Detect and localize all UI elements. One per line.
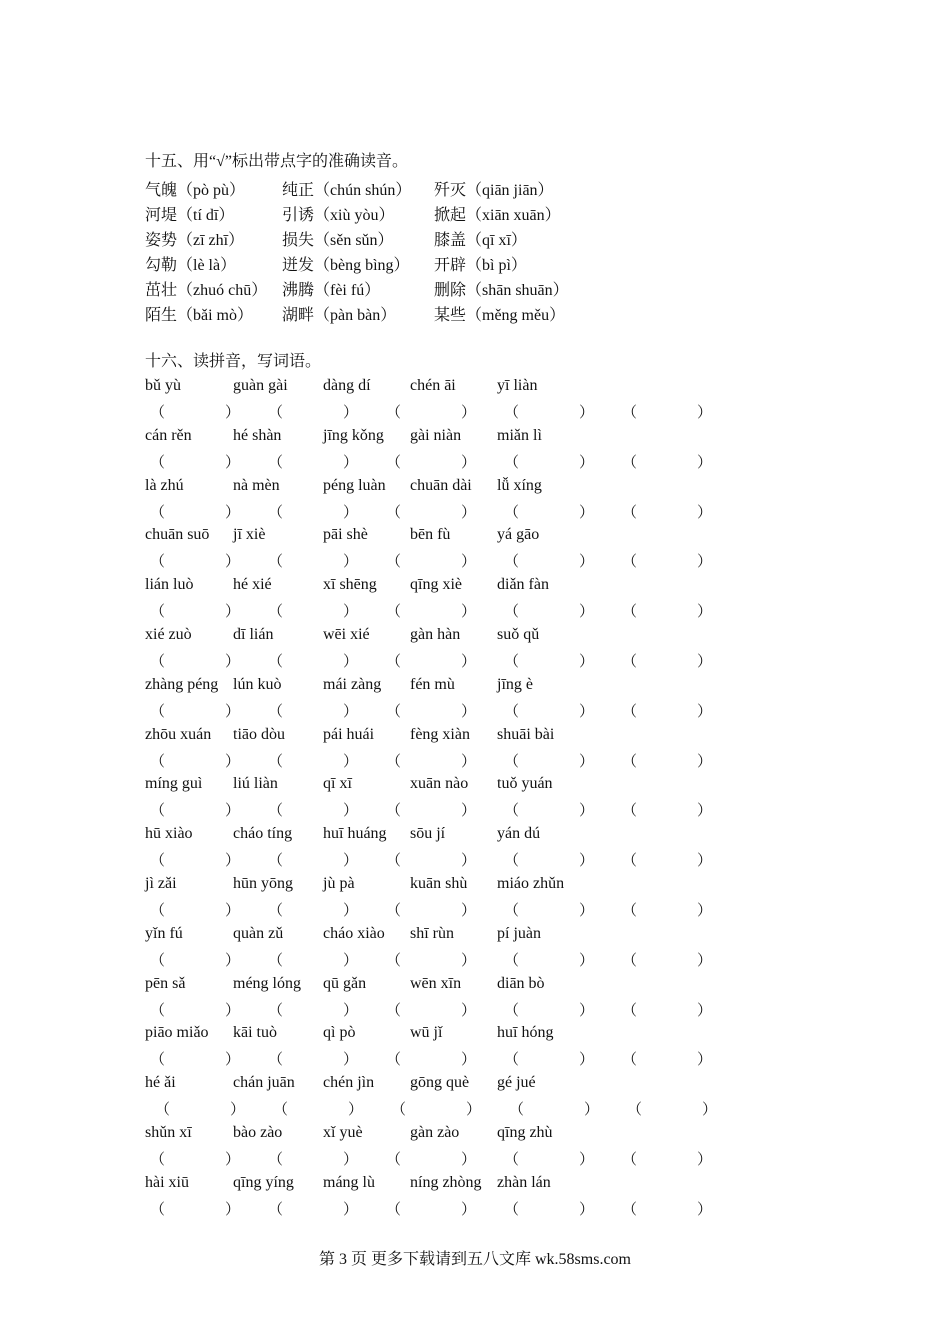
reading-item: 开辟（bì pì）: [434, 257, 527, 274]
pinyin-word: jī xiè: [233, 526, 266, 544]
paren-open: （: [504, 654, 520, 670]
reading-item: 迸发（bèng bìng）: [282, 257, 410, 274]
pinyin-word: sōu jí: [410, 825, 446, 843]
paren-open: （: [268, 554, 284, 571]
paren-open: （: [622, 604, 638, 621]
paren-open: （: [504, 803, 520, 820]
paren-close: ）: [224, 1152, 240, 1168]
paren-open: （: [504, 903, 520, 919]
pinyin-word: wū jǐ: [410, 1024, 443, 1042]
paren-close: ）: [696, 1152, 712, 1168]
paren-open: （: [150, 454, 166, 471]
pinyin-word: yá gāo: [497, 526, 540, 544]
paren-close: ）: [342, 454, 358, 471]
reading-item: 沸腾（fèi fú）: [282, 282, 381, 299]
paren-open: （: [386, 903, 402, 919]
paren-close: ）: [460, 604, 476, 621]
paren-open: （: [268, 853, 284, 870]
page-footer: 第 3 页 更多下载请到五八文库 wk.58sms.com: [318, 1251, 631, 1268]
pinyin-word: dī lián: [233, 626, 274, 643]
paren-close: ）: [578, 405, 594, 421]
pinyin-word: yǐn fú: [145, 924, 183, 942]
paren-close: ）: [224, 803, 240, 820]
reading-item: 陌生（bǎi mò）: [145, 307, 253, 324]
paren-open: （: [622, 903, 638, 919]
paren-open: （: [504, 554, 520, 571]
paren-open: （: [386, 1002, 402, 1019]
paren-open: （: [150, 1052, 166, 1069]
pinyin-word: gé jué: [497, 1074, 536, 1092]
reading-item: 歼灭（qiān jiān）: [434, 182, 554, 199]
reading-item: 纯正（chún shún）: [282, 182, 412, 199]
paren-close: ）: [342, 504, 358, 521]
pinyin-word: xǐ yuè: [323, 1124, 363, 1141]
paren-open: （: [504, 1201, 520, 1218]
paren-close: ）: [342, 405, 358, 421]
paren-close: ）: [224, 504, 240, 521]
section-16-title: 十六、读拼音，写词语。: [145, 353, 322, 370]
pinyin-word: hé ǎi: [145, 1074, 176, 1092]
pinyin-word: shǔn xī: [145, 1124, 192, 1141]
paren-open: （: [386, 1201, 402, 1218]
pinyin-word: wēi xié: [323, 626, 370, 643]
paren-open: （: [150, 703, 166, 720]
paren-open: （: [150, 803, 166, 820]
paren-close: ）: [224, 903, 240, 919]
pinyin-word: chán juān: [233, 1074, 295, 1092]
paren-open: （: [622, 753, 638, 770]
paren-open: （: [504, 504, 520, 521]
paren-open: （: [622, 1152, 638, 1168]
paren-close: ）: [696, 853, 712, 870]
paren-open: （: [622, 1201, 638, 1218]
pinyin-word: jīng è: [497, 675, 533, 693]
paren-close: ）: [460, 1201, 476, 1218]
paren-close: ）: [460, 952, 476, 969]
reading-item: 湖畔（pàn bàn）: [282, 307, 397, 324]
pinyin-word: méng lóng: [233, 974, 301, 992]
paren-close: ）: [342, 1152, 358, 1168]
reading-item: 损失（sěn sǔn）: [282, 232, 394, 249]
pinyin-word: dàng dí: [323, 377, 371, 394]
pinyin-word: là zhú: [145, 476, 184, 494]
pinyin-word: xié zuò: [145, 626, 192, 643]
pinyin-word: jīng kǒng: [323, 426, 384, 444]
paren-open: （: [622, 703, 638, 720]
pinyin-word: níng zhòng: [410, 1173, 482, 1191]
paren-close: ）: [696, 703, 712, 720]
pinyin-word: yī liàn: [497, 377, 538, 394]
paren-close: ）: [342, 654, 358, 670]
paren-open: （: [268, 952, 284, 969]
pinyin-word: bēn fù: [410, 526, 451, 544]
reading-item: 气魄（pò pù）: [145, 182, 246, 199]
pinyin-word: liú liàn: [233, 775, 278, 793]
paren-open: （: [150, 1002, 166, 1019]
paren-open: （: [150, 753, 166, 770]
pinyin-word: qī xī: [323, 775, 352, 793]
paren-close: ）: [578, 604, 594, 621]
paren-close: ）: [578, 853, 594, 870]
reading-item: 膝盖（qī xī）: [434, 232, 527, 249]
pinyin-word: qīng yíng: [233, 1173, 294, 1191]
paren-open: （: [150, 952, 166, 969]
paren-open: （: [273, 1102, 289, 1119]
paren-close: ）: [342, 952, 358, 969]
paren-close: ）: [696, 903, 712, 919]
paren-close: ）: [342, 803, 358, 820]
paren-close: ）: [460, 853, 476, 870]
pinyin-word: pēn sǎ: [145, 974, 186, 992]
paren-close: ）: [696, 803, 712, 820]
pinyin-word: piāo miǎo: [145, 1024, 209, 1042]
paren-open: （: [386, 504, 402, 521]
paren-open: （: [386, 753, 402, 770]
reading-item: 删除（shān shuān）: [434, 282, 569, 299]
paren-open: （: [268, 1152, 284, 1168]
paren-open: （: [386, 454, 402, 471]
paren-close: ）: [224, 454, 240, 471]
pinyin-word: zhàng péng: [145, 675, 219, 693]
paren-open: （: [268, 753, 284, 770]
paren-open: （: [268, 1052, 284, 1069]
pinyin-word: zhōu xuán: [145, 725, 212, 743]
paren-open: （: [268, 903, 284, 919]
paren-close: ）: [460, 703, 476, 720]
pinyin-word: xuān nào: [410, 775, 469, 793]
paren-open: （: [386, 654, 402, 670]
paren-open: （: [386, 1052, 402, 1069]
reading-item: 某些（měng měu）: [434, 307, 566, 324]
paren-open: （: [504, 1002, 520, 1019]
pinyin-word: qīng zhù: [497, 1124, 553, 1141]
paren-close: ）: [460, 405, 476, 421]
paren-close: ）: [224, 554, 240, 571]
paren-close: ）: [696, 1052, 712, 1069]
paren-close: ）: [342, 554, 358, 571]
paren-open: （: [622, 554, 638, 571]
pinyin-word: hé shàn: [233, 426, 282, 444]
pinyin-word: pái huái: [323, 725, 375, 743]
paren-open: （: [622, 504, 638, 521]
paren-close: ）: [342, 604, 358, 621]
paren-close: ）: [696, 753, 712, 770]
pinyin-word: lián luò: [145, 576, 194, 594]
pinyin-word: lún kuò: [233, 675, 282, 693]
paren-open: （: [504, 853, 520, 870]
pinyin-word: shuāi bài: [497, 725, 555, 743]
pinyin-word: zhàn lán: [497, 1173, 551, 1191]
paren-close: ）: [696, 1002, 712, 1019]
pinyin-word: bào zào: [233, 1124, 283, 1141]
paren-open: （: [268, 703, 284, 720]
paren-close: ）: [583, 1102, 599, 1119]
paren-close: ）: [460, 654, 476, 670]
paren-close: ）: [578, 952, 594, 969]
paren-close: ）: [460, 1152, 476, 1168]
paren-close: ）: [578, 753, 594, 770]
paren-close: ）: [224, 853, 240, 870]
paren-close: ）: [224, 703, 240, 720]
pinyin-word: kuān shù: [410, 875, 468, 892]
reading-item: 河堤（tí dī）: [145, 207, 235, 224]
pinyin-word: tiāo dòu: [233, 725, 285, 743]
paren-open: （: [150, 1201, 166, 1218]
paren-close: ）: [578, 504, 594, 521]
paren-close: ）: [696, 654, 712, 670]
paren-close: ）: [224, 604, 240, 621]
paren-close: ）: [696, 454, 712, 471]
paren-open: （: [150, 853, 166, 870]
pinyin-word: quàn zǔ: [233, 924, 284, 942]
paren-open: （: [386, 803, 402, 820]
paren-open: （: [622, 952, 638, 969]
pinyin-word: qīng xiè: [410, 576, 462, 594]
pinyin-word: cán rěn: [145, 426, 192, 444]
paren-open: （: [509, 1102, 525, 1119]
paren-open: （: [622, 654, 638, 670]
paren-close: ）: [229, 1102, 245, 1119]
paren-close: ）: [224, 952, 240, 969]
paren-close: ）: [460, 903, 476, 919]
paren-open: （: [622, 1002, 638, 1019]
paren-open: （: [150, 654, 166, 670]
paren-close: ）: [342, 1201, 358, 1218]
paren-close: ）: [696, 504, 712, 521]
paren-open: （: [622, 454, 638, 471]
paren-close: ）: [347, 1102, 363, 1119]
pinyin-word: xī shēng: [323, 576, 377, 594]
reading-item: 茁壮（zhuó chū）: [145, 282, 268, 299]
paren-close: ）: [342, 853, 358, 870]
paren-open: （: [622, 1052, 638, 1069]
pinyin-word: suǒ qǔ: [497, 626, 540, 643]
paren-open: （: [150, 405, 166, 421]
paren-open: （: [268, 1201, 284, 1218]
pinyin-word: shī rùn: [410, 924, 454, 942]
paren-open: （: [386, 405, 402, 421]
paren-open: （: [391, 1102, 407, 1119]
paren-close: ）: [224, 405, 240, 421]
pinyin-word: gōng què: [410, 1074, 470, 1092]
pinyin-word: gàn hàn: [410, 626, 461, 643]
paren-close: ）: [578, 554, 594, 571]
pinyin-word: kāi tuò: [233, 1024, 277, 1042]
paren-close: ）: [342, 1002, 358, 1019]
paren-close: ）: [578, 1052, 594, 1069]
pinyin-word: pāi shè: [323, 526, 368, 544]
pinyin-word: tuǒ yuán: [497, 775, 553, 793]
paren-close: ）: [224, 1052, 240, 1069]
paren-open: （: [386, 703, 402, 720]
paren-open: （: [268, 604, 284, 621]
paren-open: （: [504, 405, 520, 421]
pinyin-word: chén āi: [410, 377, 456, 394]
paren-close: ）: [224, 1002, 240, 1019]
paren-open: （: [627, 1102, 643, 1119]
reading-item: 引诱（xiù yòu）: [282, 207, 395, 224]
paren-open: （: [504, 952, 520, 969]
paren-close: ）: [578, 1201, 594, 1218]
paren-close: ）: [460, 1052, 476, 1069]
pinyin-word: huī hóng: [497, 1024, 554, 1042]
paren-open: （: [504, 1052, 520, 1069]
pinyin-word: hū xiào: [145, 825, 193, 843]
paren-open: （: [150, 1152, 166, 1168]
paren-close: ）: [578, 1152, 594, 1168]
paren-close: ）: [224, 654, 240, 670]
pinyin-word: gài niàn: [410, 426, 462, 444]
paren-open: （: [268, 803, 284, 820]
pinyin-word: diān bò: [497, 974, 545, 992]
paren-open: （: [268, 654, 284, 670]
paren-close: ）: [224, 1201, 240, 1218]
pinyin-word: míng guì: [145, 775, 203, 793]
paren-open: （: [622, 803, 638, 820]
paren-close: ）: [696, 604, 712, 621]
paren-open: （: [268, 1002, 284, 1019]
reading-item: 姿势（zī zhī）: [145, 232, 245, 249]
paren-open: （: [504, 1152, 520, 1168]
pinyin-word: gàn zào: [410, 1124, 460, 1141]
section-15-title: 十五、用“√”标出带点字的准确读音。: [145, 153, 408, 170]
pinyin-word: miǎn lì: [497, 426, 542, 444]
pinyin-word: fén mù: [410, 675, 455, 693]
paren-open: （: [386, 554, 402, 571]
paren-close: ）: [578, 454, 594, 471]
pinyin-word: qū gǎn: [323, 974, 367, 992]
pinyin-word: diǎn fàn: [497, 576, 549, 594]
paren-close: ）: [578, 654, 594, 670]
reading-item: 掀起（xiān xuān）: [434, 207, 561, 224]
paren-open: （: [150, 504, 166, 521]
paren-open: （: [504, 753, 520, 770]
paren-close: ）: [578, 803, 594, 820]
pinyin-word: hūn yōng: [233, 875, 293, 892]
pinyin-word: máng lù: [323, 1173, 375, 1191]
paren-open: （: [268, 405, 284, 421]
paren-open: （: [268, 454, 284, 471]
paren-close: ）: [701, 1102, 717, 1119]
paren-close: ）: [460, 753, 476, 770]
pinyin-word: chuān dài: [410, 476, 472, 494]
pinyin-word: mái zàng: [323, 675, 382, 693]
pinyin-word: chén jìn: [323, 1074, 375, 1092]
paren-close: ）: [465, 1102, 481, 1119]
paren-close: ）: [342, 753, 358, 770]
pinyin-word: jì zǎi: [145, 875, 177, 892]
paren-close: ）: [460, 803, 476, 820]
paren-close: ）: [578, 703, 594, 720]
paren-close: ）: [342, 903, 358, 919]
paren-close: ）: [578, 1002, 594, 1019]
pinyin-word: péng luàn: [323, 476, 386, 494]
paren-open: （: [504, 703, 520, 720]
paren-close: ）: [460, 504, 476, 521]
paren-open: （: [386, 952, 402, 969]
paren-open: （: [150, 903, 166, 919]
paren-close: ）: [696, 1201, 712, 1218]
pinyin-word: cháo tíng: [233, 825, 293, 843]
pinyin-word: cháo xiào: [323, 924, 385, 942]
paren-close: ）: [460, 1002, 476, 1019]
pinyin-word: hài xiū: [145, 1173, 189, 1191]
pinyin-word: qì pò: [323, 1024, 356, 1042]
paren-open: （: [268, 504, 284, 521]
pinyin-word: hé xié: [233, 576, 272, 594]
paren-open: （: [504, 604, 520, 621]
paren-close: ）: [342, 703, 358, 720]
paren-open: （: [150, 604, 166, 621]
paren-close: ）: [696, 405, 712, 421]
pinyin-word: yán dú: [497, 825, 541, 843]
pinyin-word: bǔ yù: [145, 377, 181, 394]
reading-item: 勾勒（lè là）: [145, 257, 237, 274]
paren-close: ）: [578, 903, 594, 919]
paren-open: （: [386, 604, 402, 621]
pinyin-word: fèng xiàn: [410, 725, 470, 743]
pinyin-word: jù pà: [323, 875, 355, 892]
paren-close: ）: [696, 554, 712, 571]
paren-open: （: [504, 454, 520, 471]
paren-open: （: [150, 554, 166, 571]
pinyin-word: pí juàn: [497, 924, 541, 942]
paren-open: （: [155, 1102, 171, 1119]
paren-open: （: [622, 405, 638, 421]
paren-open: （: [622, 853, 638, 870]
pinyin-word: lǚ xíng: [497, 476, 542, 494]
pinyin-word: nà mèn: [233, 476, 280, 494]
pinyin-word: miáo zhǔn: [497, 875, 565, 892]
paren-close: ）: [460, 554, 476, 571]
paren-open: （: [386, 1152, 402, 1168]
pinyin-word: chuān suō: [145, 526, 210, 544]
paren-close: ）: [342, 1052, 358, 1069]
pinyin-word: guàn gài: [233, 377, 288, 394]
pinyin-word: huī huáng: [323, 825, 387, 843]
paren-close: ）: [696, 952, 712, 969]
paren-open: （: [386, 853, 402, 870]
paren-close: ）: [224, 753, 240, 770]
pinyin-word: wēn xīn: [410, 974, 462, 992]
paren-close: ）: [460, 454, 476, 471]
